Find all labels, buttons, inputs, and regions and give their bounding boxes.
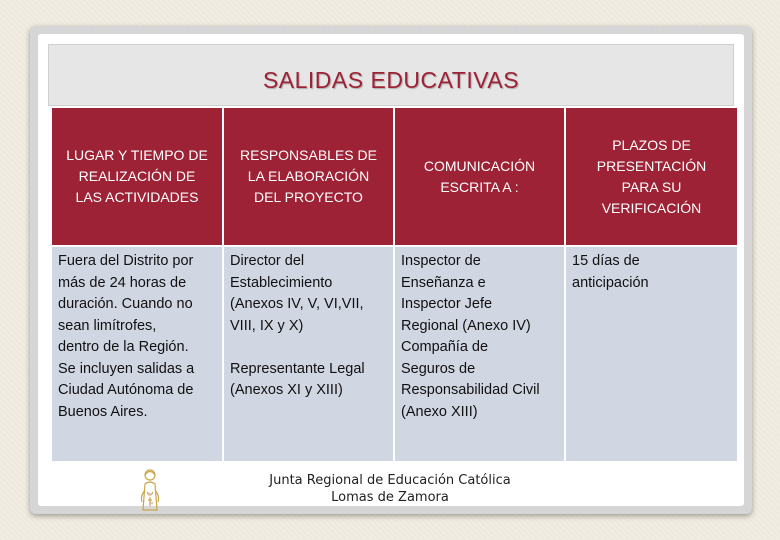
cell-line: duración. Cuando no [58,296,193,312]
header-line: ESCRITA A : [440,178,519,195]
header-line: PARA SU [621,178,682,195]
header-responsables [223,107,394,246]
header-line: VERIFICACIÓN [601,199,702,216]
header-line: RESPONSABLES DE [240,147,377,163]
header-line: DEL PROYECTO [254,189,363,205]
header-comunicacion [394,107,565,246]
activities-table [50,106,739,463]
header-line: LAS ACTIVIDADES [75,189,199,205]
cell-line: Enseñanza e [401,274,486,291]
title-bar [48,44,734,106]
header-line: PLAZOS DE [612,136,691,153]
cell-line: Establecimiento [230,274,333,291]
cell-spacer [230,337,387,359]
header-line: LUGAR Y TIEMPO DE [66,147,208,163]
cell-line: (Anexos XI y XIII) [230,382,343,398]
cell-line: Inspector de [401,253,481,269]
cell-line: Fuera del Distrito por [58,253,194,269]
header-line: COMUNICACIÓN [423,157,536,174]
cell-line: Regional (Anexo IV) [401,317,531,334]
header-line: LA ELABORACIÓN [247,168,370,184]
header-line: REALIZACIÓN DE [78,168,196,184]
cell-line: Compañía de [401,339,489,355]
footer [230,472,550,506]
cell-line: Inspector Jefe [401,296,493,312]
table-row [51,246,738,462]
cell-line: dentro de la Región. [58,339,189,355]
cell-line: más de 24 horas de [58,274,187,291]
table-header-row [51,107,738,246]
footer-location: Lomas de Zamora [331,490,449,505]
cell-line: Representante Legal [230,360,365,377]
cell-line: 15 días de [572,253,640,269]
cell-lugar [51,246,223,462]
cell-comunicacion [394,246,565,462]
cell-line: Se incluyen salidas a [58,360,195,377]
header-line: PRESENTACIÓN [596,157,707,174]
cell-line: Seguros de [401,360,476,377]
header-lugar [51,107,223,246]
religious-figure-icon [134,466,166,512]
cell-line: (Anexos IV, V, VI,VII, [230,296,364,312]
cell-line: Responsabilidad Civil [401,382,540,398]
header-plazos [565,107,738,246]
footer-organization: Junta Regional de Educación Católica [269,473,511,488]
slide-title: SALIDAS EDUCATIVAS [262,67,520,93]
cell-line: Director del [230,253,305,269]
cell-line: Ciudad Autónoma de [58,382,194,398]
cell-line: (Anexo XIII) [401,403,478,420]
cell-line: Buenos Aires. [58,403,148,420]
cell-plazos [565,246,738,462]
cell-line: anticipación [572,274,649,291]
cell-line: sean limítrofes, [58,317,157,334]
cell-responsables [223,246,394,462]
cell-line: VIII, IX y X) [230,317,304,334]
